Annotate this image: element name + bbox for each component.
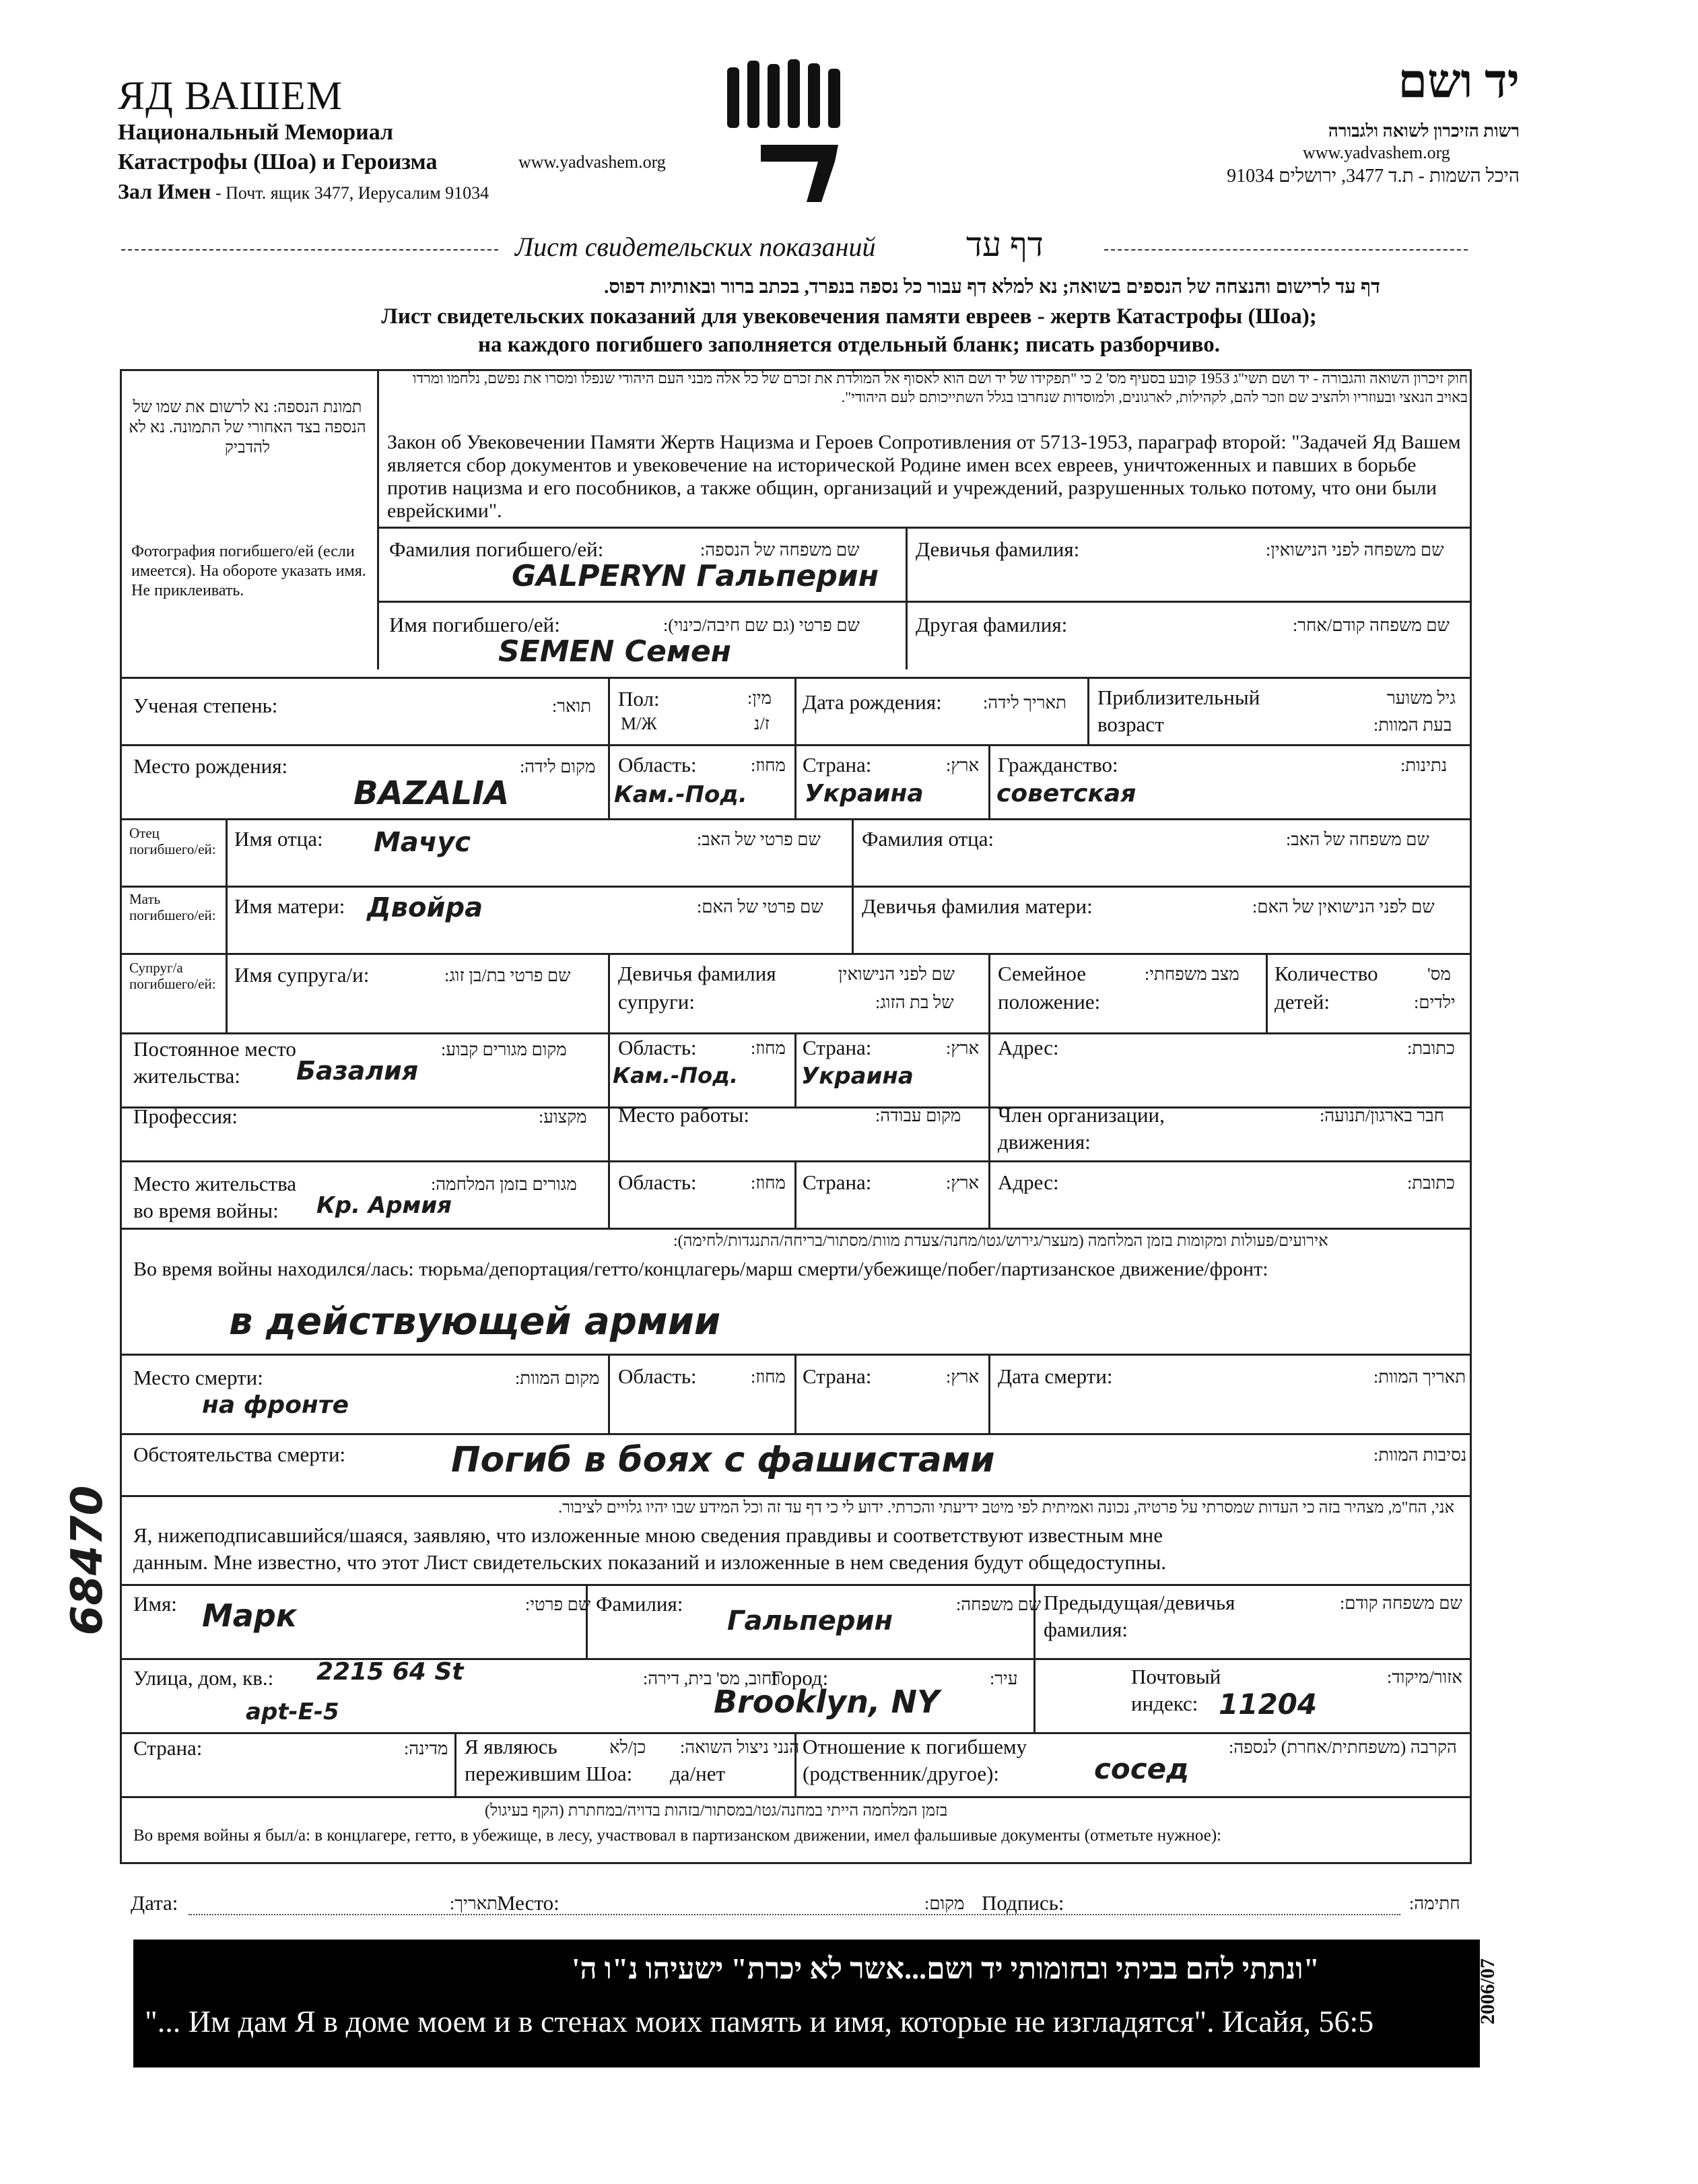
war-residence-label-2: во время войны: xyxy=(133,1199,279,1222)
mother-maiden-label-he: שם לפני הנישואין של האם: xyxy=(1252,897,1435,917)
street-label-he: רחוב, מס' בית, דירה: xyxy=(643,1669,781,1688)
instructions-ru1: Лист свидетельских показаний для увековечения памяти евреев - жертв Катастрофы (Шоа); xyxy=(381,304,1317,329)
zip-label: Почтовый xyxy=(1131,1665,1221,1688)
birth-region-label: Область: xyxy=(618,753,697,776)
law-text-ru: Закон об Увековечении Памяти Жертв Нацизма и Героев Сопротивления от 5713-1953, параграф второй: "Задачей Яд Вашем является сбор документов и увековечение на исторической Родине имен всех евреев, уничтоженных и павших в борьбе против нацизма и его пособников, а также общин, организаций и учреждений, разрушенных только потому, что они были еврейскими". xyxy=(387,431,1461,522)
footer-verse-ru: "... Им дам Я в доме моем и в стенах моих память и имя, которые не изгладятся". Исайя, 56:5 xyxy=(145,2004,1374,2039)
profession-label: Профессия: xyxy=(133,1104,238,1128)
mother-maiden-label: Девичья фамилия матери: xyxy=(862,894,1093,918)
org-line2-ru: Катастрофы (Шоа) и Героизма xyxy=(118,150,438,174)
war-self-label: Во время войны я был/а: в концлагере, гетто, в убежище, в лесу, участвовал в партизанском движении, имел фальшивые документы (отметьте нужное): xyxy=(133,1826,1222,1845)
website-right: www.yadvashem.org xyxy=(1303,143,1450,162)
workplace-label-he: מקום עבודה: xyxy=(875,1106,961,1125)
father-surname-label: Фамилия отца: xyxy=(862,827,994,851)
residence-address-label-he: כתובת: xyxy=(1407,1038,1455,1058)
submitter-prev-label: Предыдущая/девичья xyxy=(1044,1591,1235,1614)
war-residence-value: Кр. Армия xyxy=(316,1192,452,1219)
member-label-2: движения: xyxy=(998,1130,1091,1154)
war-country-label-he: ארץ: xyxy=(946,1173,980,1193)
mother-name-label-he: שם פרטי של האם: xyxy=(697,897,823,917)
workplace-label: Место работы: xyxy=(618,1103,749,1127)
residence-address-label: Адрес: xyxy=(998,1036,1059,1059)
other-surname-label: Другая фамилия: xyxy=(916,613,1068,636)
survivor-label-he: הנני ניצול השואה: xyxy=(680,1738,800,1757)
declaration-ru-2: данным. Мне известно, что этот Лист свидетельских показаний и изложенные в нем сведения будут общедоступны. xyxy=(133,1550,1167,1574)
father-name-label: Имя отца: xyxy=(234,827,323,851)
submitter-name-label-he: שם פרטי: xyxy=(525,1595,591,1614)
war-events-label-he: אירועים/פעולות ומקומות בזמן המלחמה (מעצר/גירוש/גטו/מחנה/צעדת מוות/מסתור/בריחה/התנגדות/לחימה): xyxy=(673,1232,1328,1250)
submitter-surname-value: Гальперин xyxy=(727,1606,893,1636)
city-value: Brooklyn, NY xyxy=(714,1684,940,1720)
children-label-he-2: ילדים: xyxy=(1414,993,1456,1012)
sex-label: Пол: xyxy=(618,687,660,710)
submitter-prev-label-2: фамилия: xyxy=(1044,1618,1128,1641)
survivor-label-2: пережившим Шоа: xyxy=(465,1762,633,1785)
residence-region-value: Кам.-Под. xyxy=(613,1063,739,1088)
children-label-he: מס' xyxy=(1427,964,1451,984)
submitter-surname-label: Фамилия: xyxy=(596,1592,683,1616)
spouse-side-label: Супруг/а погибшего/ей: xyxy=(129,960,216,992)
approx-age-label: Приблизительный xyxy=(1097,686,1260,709)
father-side-label: Отец погибшего/ей: xyxy=(129,825,216,857)
yad-vashem-logo xyxy=(720,54,862,209)
signature-label: Подпись: xyxy=(982,1891,1064,1915)
birthdate-label: Дата рождения: xyxy=(803,690,942,714)
declaration-ru-1: Я, нижеподписавшийся/шаяся, заявляю, что изложенные мною сведения правдивы и соответствуют известным мне xyxy=(133,1523,1163,1547)
submitter-surname-label-he: שם משפחה: xyxy=(956,1595,1042,1614)
form-title-he: דף עד xyxy=(966,226,1044,263)
spouse-maiden-label: Девичья фамилия xyxy=(618,962,776,985)
birthdate-label-he: תאריך לידה: xyxy=(983,693,1066,713)
citizenship-label-he: נתינות: xyxy=(1400,756,1448,775)
surname-label: Фамилия погибшего/ей: xyxy=(389,537,604,561)
website-left: www.yadvashem.org xyxy=(518,152,666,172)
title-rule-right xyxy=(1104,249,1468,251)
relation-label-2: (родственник/другое): xyxy=(803,1762,1000,1785)
sex-options-he: ז/נ xyxy=(754,714,770,733)
footer-verse-he: "ונתתי להם בביתי ובחומותי יד ושם...אשר לא יכרת" ישעיהו נ"ו ה' xyxy=(572,1952,1320,1985)
war-address-label: Адрес: xyxy=(998,1170,1059,1194)
survivor-options-he: כן/לא xyxy=(609,1738,646,1757)
children-label: Количество xyxy=(1275,962,1378,985)
birth-country-label: Страна: xyxy=(803,753,872,776)
birth-region-label-he: מחוז: xyxy=(751,756,786,775)
approx-age-label-he: גיל משוער xyxy=(1387,688,1456,708)
death-country-label-he: ארץ: xyxy=(946,1367,980,1387)
place-label-he: מקום: xyxy=(924,1894,965,1913)
father-name-label-he: שם פרטי של האב: xyxy=(697,830,821,849)
survivor-label: Я являюсь xyxy=(465,1735,557,1758)
birth-country-label-he: ארץ: xyxy=(946,756,980,775)
residence-country-label: Страна: xyxy=(803,1036,872,1059)
birthplace-value: BAZALIA xyxy=(353,774,510,812)
residence-country-label-he: ארץ: xyxy=(946,1038,980,1058)
member-label: Член организации, xyxy=(998,1103,1165,1127)
deathdate-label-he: תאריך המוות: xyxy=(1373,1367,1466,1387)
residence-value: Базалия xyxy=(296,1056,419,1086)
war-region-label: Область: xyxy=(618,1170,697,1194)
maiden-label: Девичья фамилия: xyxy=(916,537,1080,561)
degree-label: Ученая степень: xyxy=(133,694,278,717)
photo-divider xyxy=(377,369,379,669)
city-label-he: עיר: xyxy=(990,1669,1018,1688)
war-region-label-he: מחוז: xyxy=(751,1173,786,1193)
zip-value: 11204 xyxy=(1219,1688,1318,1721)
org-address-he: היכל השמות - ת.ד 3477, ירושלים 91034 xyxy=(1227,166,1520,187)
birth-region-value: Кам.-Под. xyxy=(614,781,747,808)
signature-label-he: חתימה: xyxy=(1409,1894,1460,1913)
zip-label-he: אזור/מיקוד: xyxy=(1387,1667,1463,1687)
war-residence-label: Место жительства xyxy=(133,1172,297,1195)
title-rule-left xyxy=(121,249,498,251)
mother-side-label: Мать погибшего/ей: xyxy=(129,891,216,923)
instructions-he: דף עד לרישום והנצחה של הנספים בשואה; נא למלא דף עבור כל נספה בנפרד, בכתב ברור ובאותיות דפוס. xyxy=(604,276,1380,298)
spouse-name-label: Имя супруга/и: xyxy=(234,963,370,987)
footer-version: 2006/07 xyxy=(1476,1958,1499,2025)
org-line3-ru: Зал Имен xyxy=(118,179,211,203)
approx-age-label-he-2: בעת המוות: xyxy=(1373,715,1452,735)
approx-age-label-2: возраст xyxy=(1097,713,1164,736)
war-events-value: в действующей армии xyxy=(229,1300,721,1344)
deathplace-label: Место смерти: xyxy=(133,1366,263,1389)
org-title-he: יד ושם xyxy=(1398,56,1520,108)
date-label-he: תאריך: xyxy=(450,1894,498,1913)
submitter-country-label: Страна: xyxy=(133,1736,203,1760)
war-address-label-he: כתובת: xyxy=(1407,1173,1455,1193)
date-label: Дата: xyxy=(131,1891,178,1915)
submitter-name-value: Марк xyxy=(202,1597,297,1634)
war-country-label: Страна: xyxy=(803,1170,872,1194)
circumstances-label: Обстоятельства смерти: xyxy=(133,1443,346,1466)
firstname-value: SEMEN Семен xyxy=(498,634,732,669)
residence-label-2: жительства: xyxy=(133,1064,240,1088)
marital-label: Семейное xyxy=(998,962,1087,985)
birthplace-label-he: מקום לידה: xyxy=(520,757,596,776)
photo-instructions-he: תמונת הנספה: נא לרשום את שמו של הנספה בצד האחורי של התמונה. נא לא להדביק xyxy=(129,399,366,457)
death-region-label-he: מחוז: xyxy=(751,1367,786,1387)
surname-label-he: שם משפחה של הנספה: xyxy=(700,540,860,560)
sex-options: М/Ж xyxy=(621,714,657,733)
submitter-prev-label-he: שם משפחה קודם: xyxy=(1340,1593,1462,1613)
signature-rule xyxy=(189,1914,1400,1915)
marital-label-he: מצב משפחתי: xyxy=(1145,964,1239,984)
firstname-label-he: שם פרטי (גם שם חיבה/כינוי): xyxy=(663,616,860,635)
spouse-maiden-label-he: שם לפני הנישואין xyxy=(838,964,955,984)
firstname-label: Имя погибшего/ей: xyxy=(389,613,560,636)
spouse-maiden-label-2: супруги: xyxy=(618,990,695,1014)
street-label: Улица, дом, кв.: xyxy=(133,1666,274,1690)
surname-value: GALPERYN Гальперин xyxy=(512,559,879,593)
org-line1-he: רשות הזיכרון לשואה ולגבורה xyxy=(1328,121,1520,141)
father-surname-label-he: שם משפחה של האב: xyxy=(1286,830,1429,849)
submitter-country-label-he: מדינה: xyxy=(404,1739,448,1758)
spouse-name-label-he: שם פרטי בת/בן זוג: xyxy=(444,966,571,985)
birthplace-label: Место рождения: xyxy=(133,754,288,778)
relation-label-he: הקרבה (משפחתית/אחרת) לנספה: xyxy=(1229,1738,1457,1757)
photo-instructions-ru: Фотография погибшего/ей (если имеется). На обороте указать имя. Не приклеивать. xyxy=(131,543,366,599)
org-address-ru: - Почт. ящик 3477, Иерусалим 91034 xyxy=(211,183,489,203)
residence-country-value: Украина xyxy=(801,1063,914,1090)
city-label: Город: xyxy=(771,1666,829,1690)
org-line1-ru: Национальный Мемориал xyxy=(118,120,394,145)
zip-label-2: индекс: xyxy=(1131,1692,1198,1715)
mother-name-label: Имя матери: xyxy=(234,894,345,918)
relation-label: Отношение к погибшему xyxy=(803,1735,1027,1758)
children-label-2: детей: xyxy=(1275,990,1330,1014)
circumstances-value: Погиб в боях с фашистами xyxy=(451,1440,995,1480)
org-title-ru: ЯД ВАШЕМ xyxy=(118,73,343,118)
residence-region-label-he: מחוז: xyxy=(751,1038,786,1058)
member-label-he: חבר בארגון/תנועה: xyxy=(1320,1106,1445,1125)
form-title-ru: Лист свидетельских показаний xyxy=(515,232,876,262)
spouse-maiden-label-he-2: של בת הזוג: xyxy=(875,993,954,1012)
profession-label-he: מקצוע: xyxy=(539,1107,587,1127)
sex-label-he: מין: xyxy=(747,688,772,708)
death-country-label: Страна: xyxy=(803,1364,872,1388)
deathplace-label-he: מקום המוות: xyxy=(515,1368,600,1388)
submitter-name-label: Имя: xyxy=(133,1592,177,1616)
margin-file-number: 68470 xyxy=(63,1485,112,1636)
war-events-label: Во время войны находился/лась: тюрьма/депортация/гетто/концлагерь/марш смерти/убежище/побег/партизанское движение/фронт: xyxy=(133,1258,1268,1280)
birth-country-value: Украина xyxy=(805,780,924,807)
header xyxy=(0,0,1698,222)
law-text-he: חוק זיכרון השואה והגבורה - יד ושם תשי"ג 1953 קובע בסעיף מס' 2 כי "תפקידו של יד ושם הוא לאסוף אל המולדת את זכרם של כל אלה מבני העם היהודי שנפלו ומסרו את נפשם, נלחמו ומרדו באויב הנאצי ובעוזריו ולהציב שם וזכר להם, לקהילות, לארגונים, ולמוסדות שנחרבו בגלל השתייכותם לעם היהודי". xyxy=(412,370,1468,405)
mother-name-value: Двойра xyxy=(367,892,483,923)
place-label: Место: xyxy=(497,1891,559,1915)
deathdate-label: Дата смерти: xyxy=(998,1364,1113,1388)
circumstances-label-he: נסיבות המוות: xyxy=(1373,1445,1467,1465)
citizenship-label: Гражданство: xyxy=(998,753,1118,776)
father-name-value: Мачус xyxy=(374,827,471,858)
degree-label-he: תואר: xyxy=(552,696,592,716)
maiden-label-he: שם משפחה לפני הנישואין: xyxy=(1266,540,1444,560)
marital-label-2: положение: xyxy=(998,990,1101,1014)
residence-label: Постоянное место xyxy=(133,1037,296,1061)
war-residence-label-he: מגורים בזמן המלחמה: xyxy=(431,1174,577,1194)
street-value-2: apt-E-5 xyxy=(246,1698,339,1725)
instructions-ru2: на каждого погибшего заполняется отдельный бланк; писать разборчиво. xyxy=(477,333,1220,357)
war-self-label-he: בזמן המלחמה הייתי במחנה/גטו/במסתור/בזהות בדויה/במחתרת (הקף בעיגול) xyxy=(485,1802,948,1820)
deathplace-value: на фронте xyxy=(202,1391,349,1419)
declaration-he: אני, הח"מ, מצהיר בזה כי העדות שמסרתי על פרטיה, נכונה ואמיתית לפי מיטב ידיעתי והכרתי. ידוע לי כי דף עד זה וכל המידע שבו יהיו גלויים לציבור. xyxy=(558,1499,1454,1517)
survivor-options: да/нет xyxy=(670,1762,726,1785)
street-value: 2215 64 St xyxy=(316,1658,464,1686)
relation-value: сосед xyxy=(1094,1752,1190,1785)
residence-region-label: Область: xyxy=(618,1036,697,1059)
citizenship-value: советская xyxy=(996,780,1136,807)
residence-label-he: מקום מגורים קבוע: xyxy=(441,1040,567,1059)
death-region-label: Область: xyxy=(618,1364,697,1388)
other-surname-label-he: שם משפחה קודם/אחר: xyxy=(1293,616,1450,635)
